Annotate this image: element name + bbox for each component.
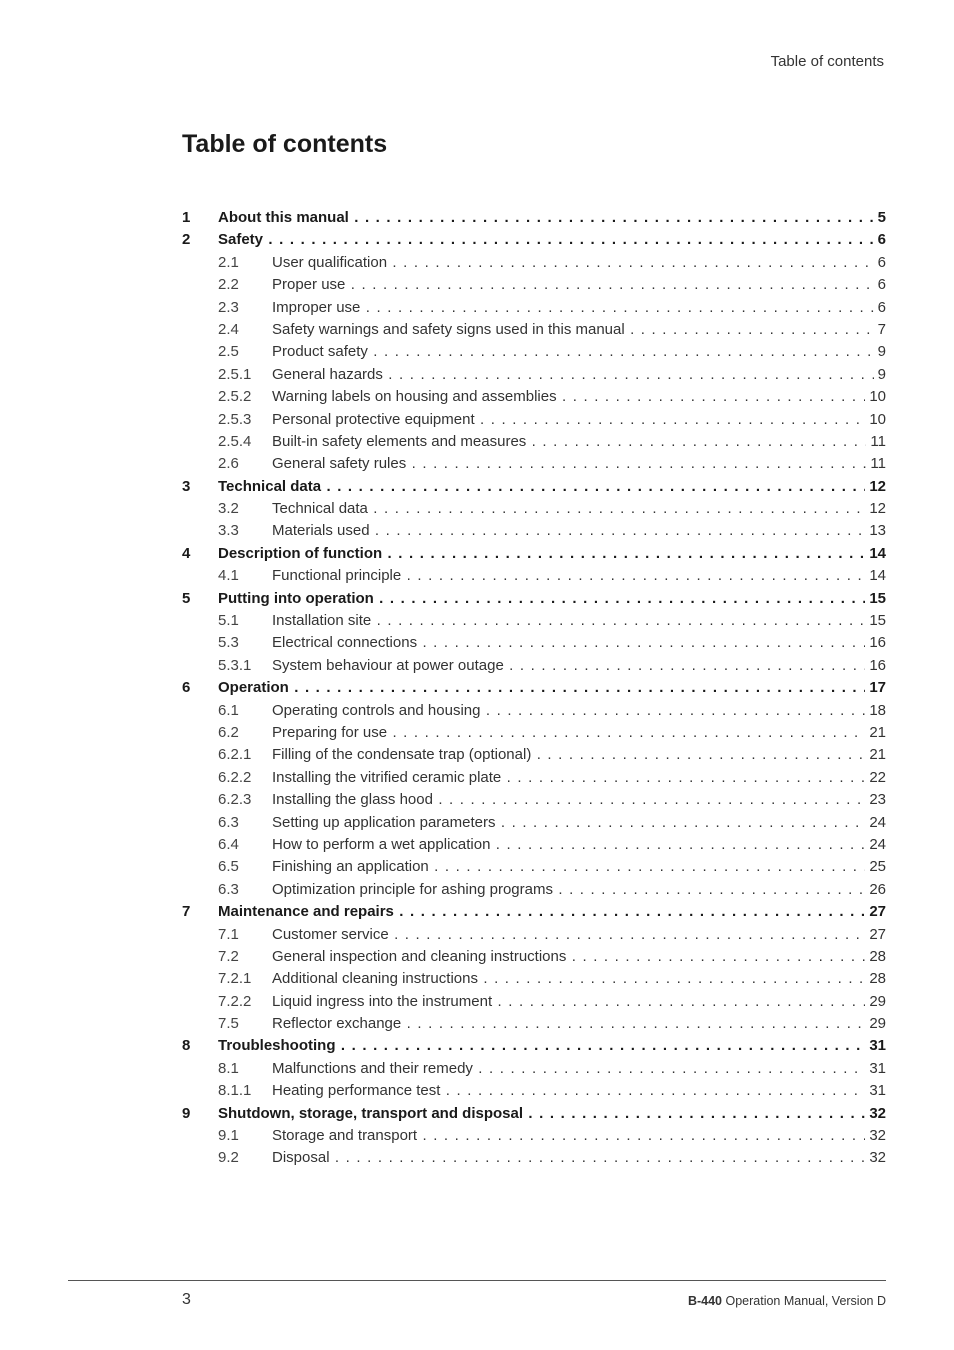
toc-entry[interactable] (182, 498, 886, 520)
toc-entry-page: 16 (865, 632, 886, 654)
toc-entry-number: 2.5.1 (218, 365, 252, 383)
toc-entry-title: Materials used . . . (272, 520, 886, 542)
toc-entry-number: 2.5.2 (218, 388, 252, 406)
toc-entry[interactable] (182, 1125, 886, 1147)
toc-entry-page: 10 (865, 386, 886, 408)
toc-entry-page: 26 (865, 879, 886, 901)
toc-entry-number: 6.2.1 (218, 746, 252, 764)
toc-entry-number: 9 (182, 1104, 191, 1122)
toc-entry[interactable] (182, 319, 886, 341)
toc-entry-title: Malfunctions and their remedy . . . (272, 1058, 886, 1080)
toc-entry[interactable] (182, 252, 886, 274)
toc-entry-page: 14 (865, 565, 886, 587)
toc-entry-title: Technical data . . . (218, 476, 886, 498)
table-of-contents (182, 207, 886, 1170)
footer-model: B-440 (687, 1294, 723, 1308)
running-header: Table of contents (770, 53, 884, 70)
toc-entry-number: 2.2 (218, 276, 239, 294)
toc-entry-title: Operation . . . (218, 677, 886, 699)
toc-entry-number: 4.1 (218, 567, 239, 585)
toc-entry[interactable] (182, 1147, 886, 1169)
toc-entry-title: Warning labels on housing and assemblies . . . (272, 386, 886, 408)
toc-entry-title: Filling of the condensate trap (optional) . . . (272, 744, 886, 766)
toc-entry-page: 25 (865, 856, 886, 878)
toc-entry[interactable] (182, 946, 886, 968)
toc-entry[interactable] (182, 274, 886, 296)
toc-entry[interactable] (182, 476, 886, 498)
toc-entry-page: 10 (865, 409, 886, 431)
toc-entry[interactable] (182, 386, 886, 408)
toc-entry-page: 6 (874, 297, 886, 319)
toc-entry-title: Storage and transport . . . (272, 1125, 886, 1147)
toc-entry-page: 29 (865, 1013, 886, 1035)
toc-entry-title: Maintenance and repairs . . . (218, 901, 886, 923)
toc-entry-page: 16 (865, 655, 886, 677)
toc-entry-number: 6 (182, 679, 191, 697)
toc-entry-number: 9.2 (218, 1149, 239, 1167)
toc-entry-title: Improper use . . . (272, 297, 886, 319)
toc-entry-title: Shutdown, storage, transport and disposal . . . (218, 1103, 886, 1125)
toc-entry-title: Technical data . . . (272, 498, 886, 520)
toc-entry-page: 15 (865, 588, 886, 610)
toc-entry[interactable] (182, 677, 886, 699)
toc-entry-number: 7.1 (218, 925, 239, 943)
toc-entry-title: About this manual . . . (218, 207, 886, 229)
toc-entry[interactable] (182, 610, 886, 632)
toc-entry-page: 11 (866, 453, 886, 475)
toc-entry-page: 7 (874, 319, 886, 341)
toc-entry-page: 21 (865, 722, 886, 744)
toc-entry[interactable] (182, 632, 886, 654)
toc-entry[interactable] (182, 744, 886, 766)
toc-entry-title: Optimization principle for ashing programs . . . (272, 879, 886, 901)
toc-entry[interactable] (182, 924, 886, 946)
toc-entry-number: 4 (182, 544, 191, 562)
toc-entry[interactable] (182, 364, 886, 386)
toc-entry[interactable] (182, 1080, 886, 1102)
toc-entry-number: 6.3 (218, 880, 239, 898)
toc-entry-title: How to perform a wet application . . . (272, 834, 886, 856)
toc-entry-page: 32 (865, 1147, 886, 1169)
toc-entry-number: 3.2 (218, 500, 239, 518)
toc-entry-number: 2.4 (218, 320, 239, 338)
toc-entry-number: 2.3 (218, 298, 239, 316)
toc-entry[interactable] (182, 879, 886, 901)
toc-entry-title: Setting up application parameters . . . (272, 812, 886, 834)
toc-entry-number: 2.5 (218, 343, 239, 361)
toc-entry[interactable] (182, 543, 886, 565)
toc-entry-number: 5.3 (218, 634, 239, 652)
toc-entry-number: 7.2.2 (218, 992, 252, 1010)
toc-entry-title: Operating controls and housing . . . (272, 700, 886, 722)
toc-entry-title: Safety . . . (218, 229, 886, 251)
toc-entry-page: 22 (865, 767, 886, 789)
toc-entry-page: 5 (874, 207, 886, 229)
toc-entry[interactable] (182, 901, 886, 923)
toc-entry-page: 18 (865, 700, 886, 722)
toc-entry-title: Preparing for use . . . (272, 722, 886, 744)
toc-entry-number: 7.5 (218, 1015, 239, 1033)
footer-page-number: 3 (182, 1291, 191, 1308)
toc-entry-page: 28 (865, 946, 886, 968)
footer-document-title (688, 1294, 886, 1308)
toc-entry-title: Finishing an application . . . (272, 856, 886, 878)
toc-entry[interactable] (182, 1013, 886, 1035)
toc-entry-number: 9.1 (218, 1127, 239, 1145)
toc-entry-number: 6.4 (218, 835, 239, 853)
toc-entry[interactable] (182, 968, 886, 990)
toc-entry-page: 27 (865, 901, 886, 923)
toc-entry-number: 7.2 (218, 947, 239, 965)
toc-entry[interactable] (182, 789, 886, 811)
toc-entry-page: 13 (865, 520, 886, 542)
toc-entry[interactable] (182, 700, 886, 722)
toc-entry-number: 3.3 (218, 522, 239, 540)
footer-divider (68, 1280, 886, 1281)
toc-entry[interactable] (182, 991, 886, 1013)
toc-entry-title: General inspection and cleaning instructions . . . (272, 946, 886, 968)
footer-doc-rest: Operation Manual, Version D (722, 1294, 886, 1308)
toc-entry[interactable] (182, 722, 886, 744)
toc-entry-page: 14 (865, 543, 886, 565)
toc-entry[interactable] (182, 409, 886, 431)
toc-entry-page: 31 (865, 1035, 886, 1057)
toc-entry-number: 5.1 (218, 612, 239, 630)
toc-entry-page: 32 (865, 1125, 886, 1147)
toc-entry-title: Additional cleaning instructions . . . (272, 968, 886, 990)
toc-entry-title: General safety rules . . . (272, 453, 886, 475)
toc-entry-number: 6.1 (218, 701, 239, 719)
toc-entry-number: 6.2.2 (218, 768, 252, 786)
toc-entry-page: 17 (865, 677, 886, 699)
toc-entry-title: Installing the glass hood . . . (272, 789, 886, 811)
toc-entry-number: 2.6 (218, 455, 239, 473)
toc-entry-title: Description of function . . . (218, 543, 886, 565)
toc-entry-title: Installation site . . . (272, 610, 886, 632)
toc-entry-number: 7.2.1 (218, 970, 252, 988)
toc-entry[interactable] (182, 812, 886, 834)
toc-entry-page: 9 (874, 341, 886, 363)
toc-entry[interactable] (182, 588, 886, 610)
toc-entry-number: 6.2.3 (218, 791, 252, 809)
toc-entry-page: 31 (865, 1058, 886, 1080)
toc-entry-number: 1 (182, 209, 191, 226)
toc-entry[interactable] (182, 1103, 886, 1125)
toc-entry-number: 2 (182, 231, 191, 249)
toc-entry-page: 28 (865, 968, 886, 990)
toc-entry-number: 8.1.1 (218, 1082, 252, 1100)
toc-entry[interactable] (182, 520, 886, 542)
toc-entry-number: 3 (182, 477, 191, 495)
toc-entry-page: 6 (874, 274, 886, 296)
toc-entry-title: Liquid ingress into the instrument . . . (272, 991, 886, 1013)
toc-entry-title: Built-in safety elements and measures . . . (272, 431, 886, 453)
toc-entry-page: 24 (865, 812, 886, 834)
toc-entry[interactable] (182, 431, 886, 453)
toc-entry-page: 23 (865, 789, 886, 811)
toc-entry-number: 8 (182, 1037, 191, 1055)
toc-entry-page: 12 (865, 476, 886, 498)
toc-entry[interactable] (182, 655, 886, 677)
toc-entry-number: 2.1 (218, 253, 239, 271)
toc-entry-page: 11 (866, 431, 886, 453)
toc-entry-title: Product safety . . . (272, 341, 886, 363)
toc-entry-page: 21 (865, 744, 886, 766)
toc-entry-number: 5 (182, 589, 191, 607)
toc-entry-number: 6.3 (218, 813, 239, 831)
toc-entry-title: System behaviour at power outage . . . (272, 655, 886, 677)
toc-entry-title: Proper use . . . (272, 274, 886, 296)
toc-entry[interactable] (182, 229, 886, 251)
toc-entry[interactable] (182, 856, 886, 878)
toc-entry-title: Troubleshooting . . . (218, 1035, 886, 1057)
toc-entry[interactable] (182, 207, 886, 229)
toc-entry-title: Heating performance test . . . (272, 1080, 886, 1102)
toc-entry-title: Personal protective equipment . . . (272, 409, 886, 431)
toc-entry-page: 15 (865, 610, 886, 632)
toc-entry-title: Installing the vitrified ceramic plate . . . (272, 767, 886, 789)
toc-entry-title: Disposal . . . (272, 1147, 886, 1169)
toc-entry-page: 24 (865, 834, 886, 856)
toc-entry[interactable] (182, 1035, 886, 1057)
toc-entry-title: Putting into operation . . . (218, 588, 886, 610)
toc-entry-title: Customer service . . . (272, 924, 886, 946)
toc-entry[interactable] (182, 565, 886, 587)
toc-entry-title: Safety warnings and safety signs used in this manual . . . (272, 319, 886, 341)
toc-entry[interactable] (182, 1058, 886, 1080)
toc-entry-number: 6.2 (218, 723, 239, 741)
toc-entry-title: Functional principle . . . (272, 565, 886, 587)
toc-entry-page: 27 (865, 924, 886, 946)
toc-entry-page: 32 (865, 1103, 886, 1125)
toc-entry-number: 6.5 (218, 858, 239, 876)
toc-entry[interactable] (182, 297, 886, 319)
toc-entry-page: 9 (874, 364, 886, 386)
toc-entry-page: 12 (865, 498, 886, 520)
toc-entry-number: 2.5.4 (218, 432, 252, 450)
toc-entry-title: User qualification . . . (272, 252, 886, 274)
toc-entry-number: 5.3.1 (218, 656, 252, 674)
toc-entry-page: 29 (865, 991, 886, 1013)
toc-entry-number: 7 (182, 903, 191, 921)
toc-entry[interactable] (182, 341, 886, 363)
toc-entry[interactable] (182, 767, 886, 789)
toc-entry[interactable] (182, 834, 886, 856)
toc-entry-title: Reflector exchange . . . (272, 1013, 886, 1035)
toc-entry-number: 2.5.3 (218, 410, 252, 428)
toc-entry[interactable] (182, 453, 886, 475)
toc-entry-title: General hazards . . . (272, 364, 886, 386)
toc-entry-number: 8.1 (218, 1059, 239, 1077)
toc-entry-title: Electrical connections . . . (272, 632, 886, 654)
toc-entry-page: 6 (874, 252, 886, 274)
toc-entry-page: 31 (865, 1080, 886, 1102)
page-title: Table of contents (182, 130, 388, 158)
toc-entry-page: 6 (874, 229, 886, 251)
